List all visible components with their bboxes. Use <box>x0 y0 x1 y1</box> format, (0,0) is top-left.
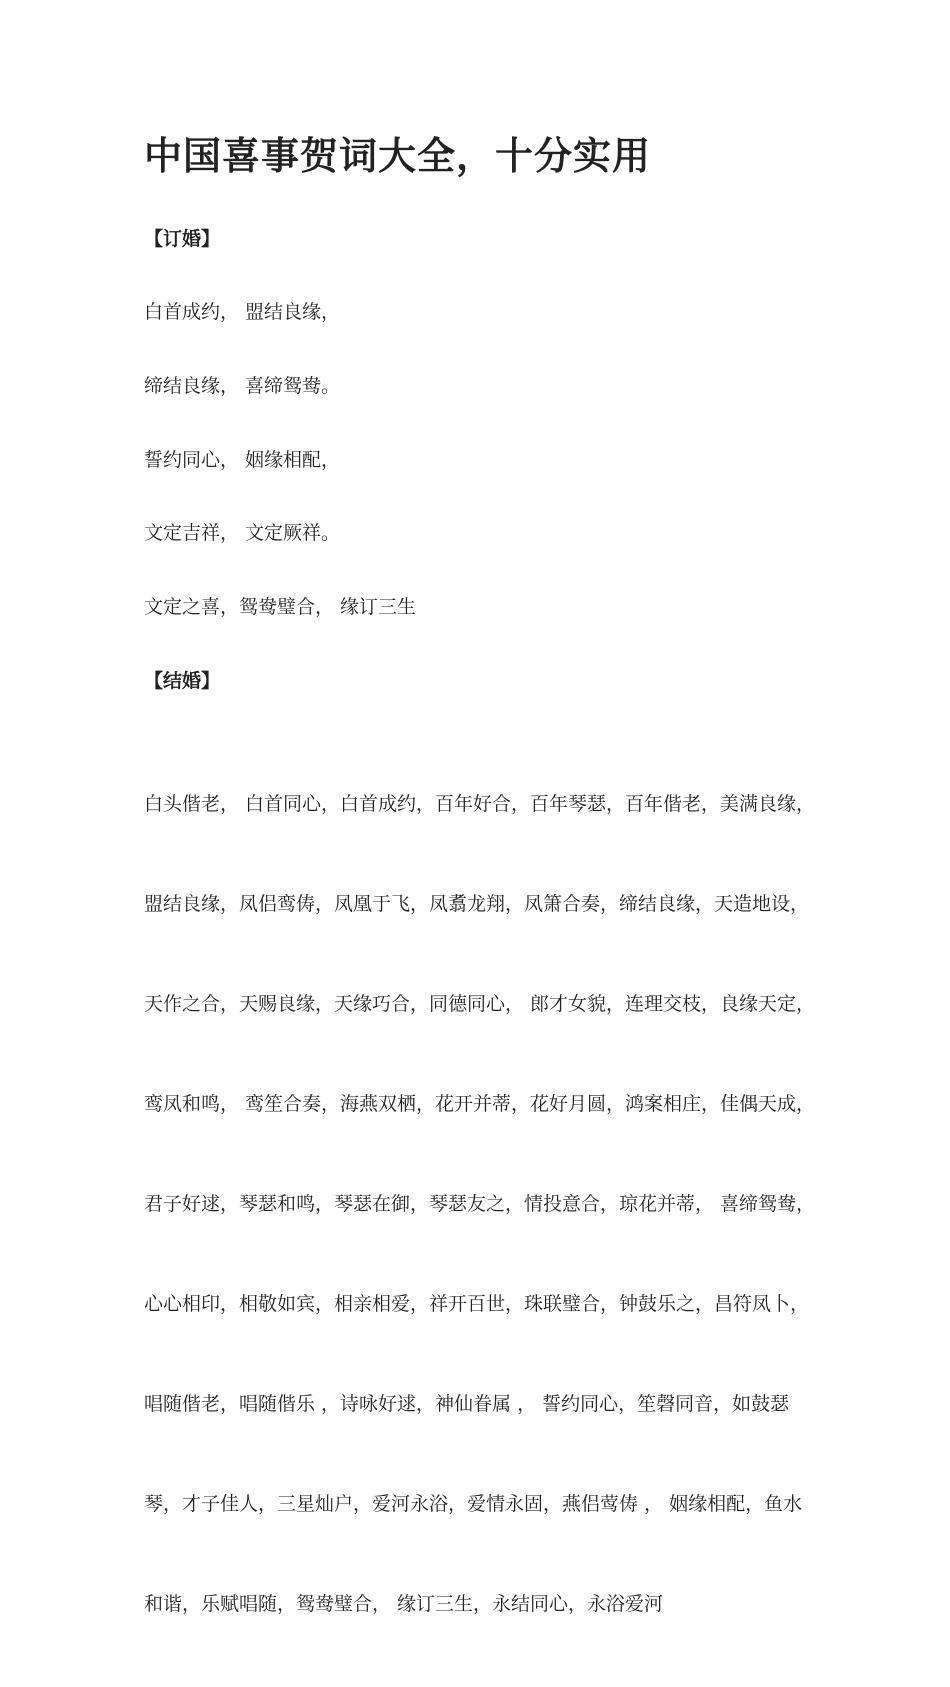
wedding-paragraph-line: 鸾凤和鸣， 鸾笙合奏，海燕双栖，花开并蒂，花好月圆，鸿案相庄，佳偶天成， <box>144 1093 816 1115</box>
wedding-paragraph-line: 天作之合，天赐良缘，天缘巧合，同德同心， 郎才女貌，连理交枝，良缘天定， <box>144 993 816 1015</box>
wedding-paragraph-line: 唱随偕老，唱随偕乐 ，诗咏好逑，神仙眷属 ， 誓约同心，笙磬同音，如鼓瑟 <box>144 1393 790 1415</box>
engagement-line-3: 誓约同心， 姻缘相配， <box>144 449 341 471</box>
wedding-paragraph-line: 盟结良缘，凤侣鸾俦，凤凰于飞，凤翥龙翔，凤箫合奏，缔结良缘，天造地设， <box>144 893 810 915</box>
wedding-paragraph-line: 和谐，乐赋唱随，鸳鸯璧合， 缘订三生，永结同心，永浴爱河 <box>144 1593 664 1615</box>
wedding-paragraph-line: 心心相印，相敬如宾，相亲相爱，祥开百世，珠联璧合，钟鼓乐之，昌符凤卜， <box>144 1293 810 1315</box>
engagement-line-2: 缔结良缘， 喜缔鸳鸯。 <box>144 375 341 397</box>
section-heading-engagement: 【订婚】 <box>144 228 221 250</box>
wedding-paragraph-line: 君子好逑，琴瑟和鸣，琴瑟在御，琴瑟友之，情投意合，琼花并蒂， 喜缔鸳鸯， <box>144 1193 816 1215</box>
section-heading-wedding: 【结婚】 <box>144 670 221 692</box>
wedding-paragraph-line: 琴，才子佳人，三星灿户，爱河永浴，爱情永固，燕侣莺俦 ， 姻缘相配，鱼水 <box>144 1493 803 1515</box>
engagement-line-5: 文定之喜，鸳鸯璧合， 缘订三生 <box>144 596 417 618</box>
engagement-line-4: 文定吉祥， 文定厥祥。 <box>144 522 341 544</box>
wedding-paragraph-line: 白头偕老， 白首同心，白首成约，百年好合，百年琴瑟，百年偕老，美满良缘， <box>144 793 816 815</box>
page-title: 中国喜事贺词大全，十分实用 <box>144 134 652 178</box>
engagement-line-1: 白首成约， 盟结良缘， <box>144 301 341 323</box>
wedding-paragraph <box>144 737 824 1687</box>
